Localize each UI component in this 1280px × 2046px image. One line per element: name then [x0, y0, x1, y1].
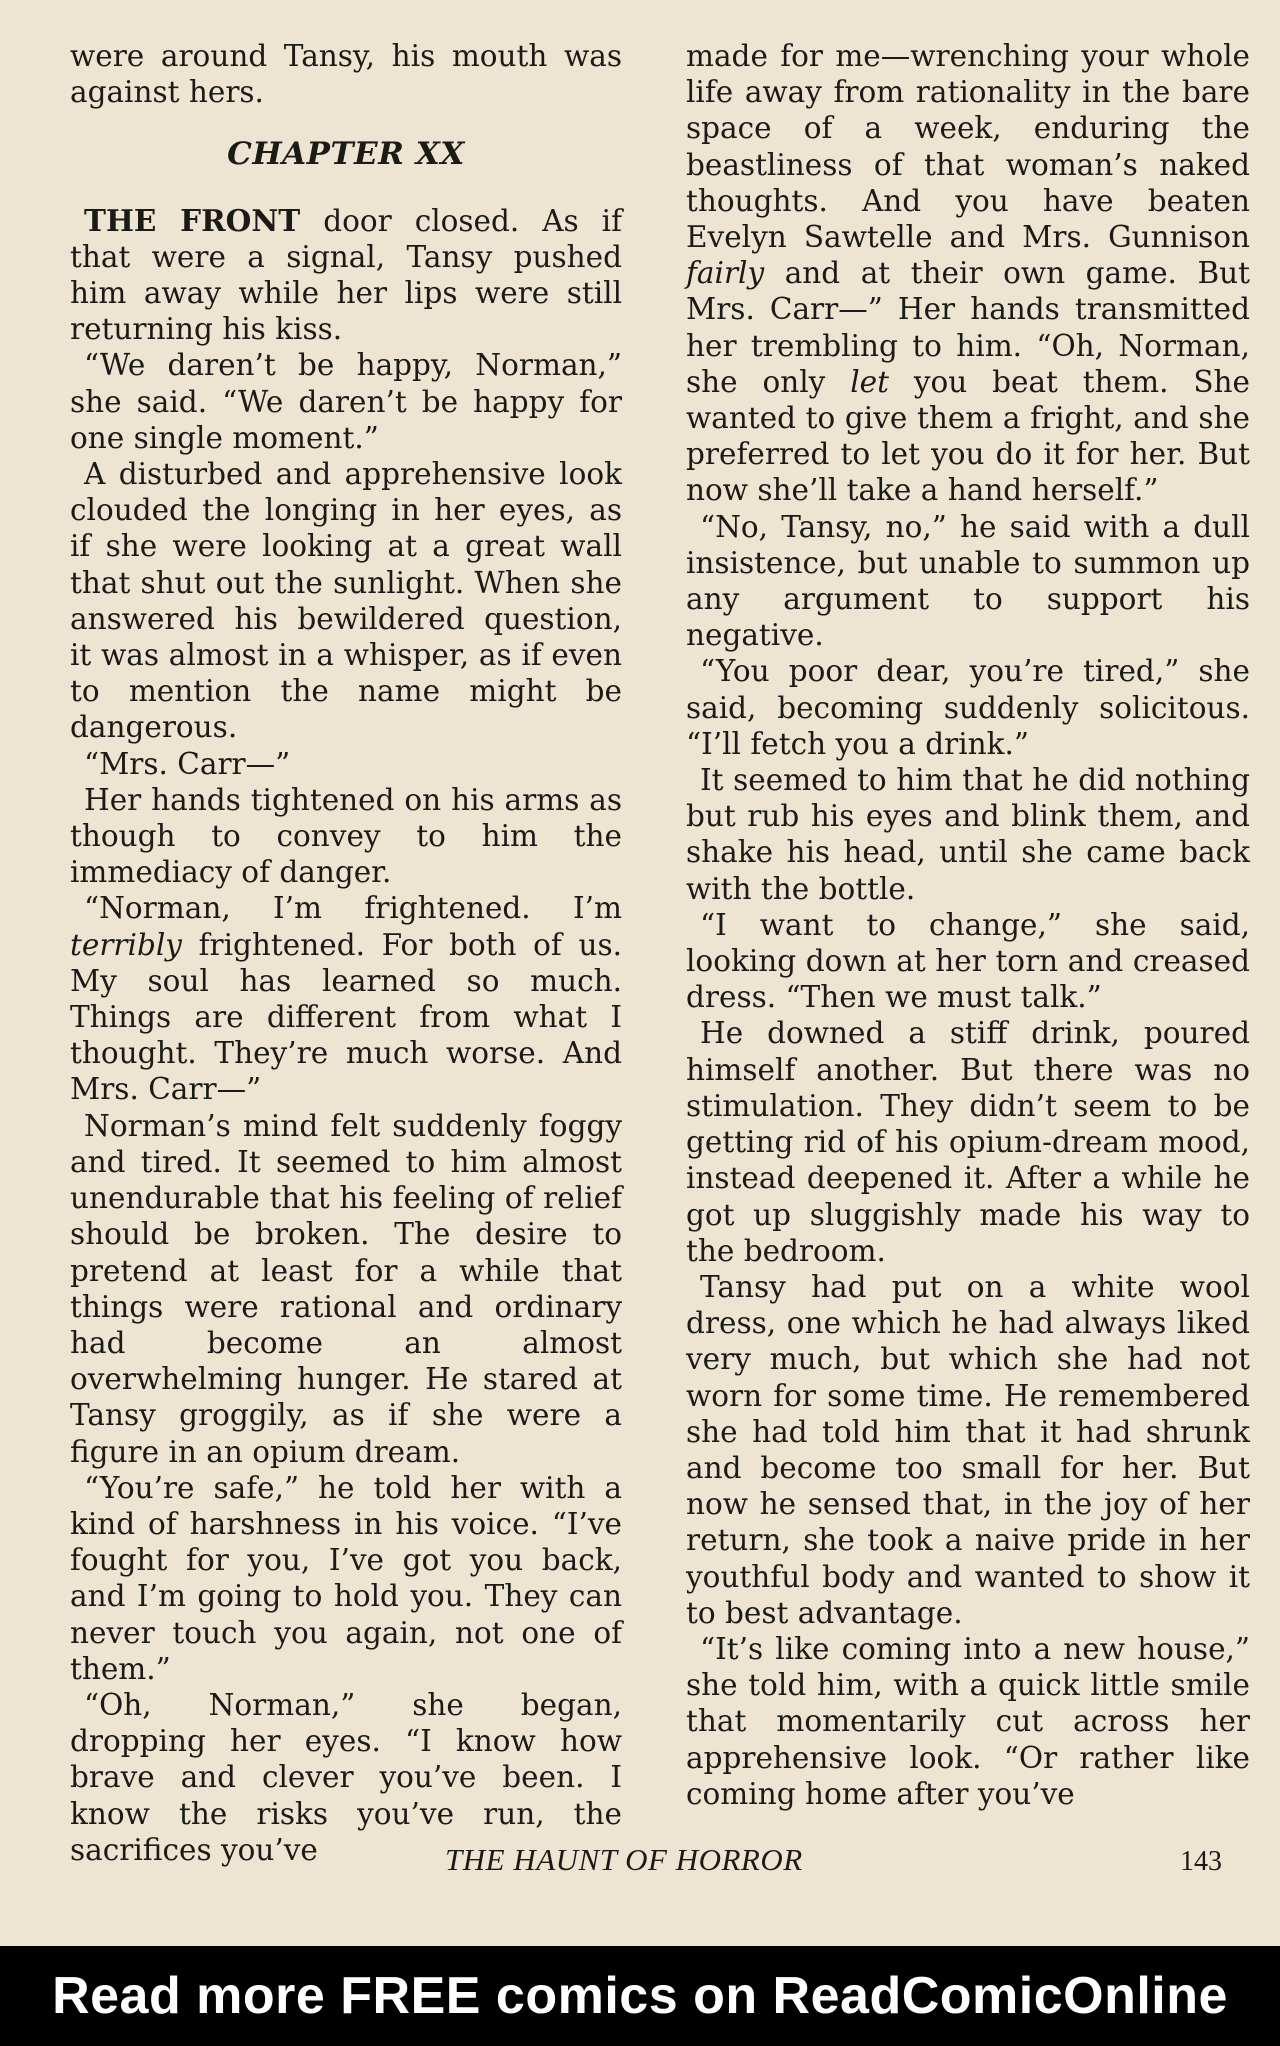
- emphasis-text: let: [850, 364, 889, 399]
- paragraph: [686, 38, 1250, 509]
- promo-banner-link[interactable]: Read more FREE comics on ReadComicOnline: [52, 1967, 1228, 2025]
- page-number: 143: [1180, 1846, 1222, 1877]
- paragraph: “Mrs. Carr—”: [84, 746, 291, 781]
- paragraph: “Oh, Norman,” she began, dropping her eyes. “I know how brave and clever you’ve been. I know the risks you’ve run, the sacrifices you’ve: [70, 1687, 622, 1867]
- paragraph-text: “Norman, I’m frightened. I’m: [84, 891, 622, 926]
- left-column: [70, 38, 622, 1868]
- paragraph: “We daren’t be happy, Norman,” she said. “We daren’t be happy for one single moment.”: [70, 348, 622, 455]
- paragraph-text: door closed. As if that were a signal, Tansy pushed him away while her lips were still returning his kiss.: [70, 203, 622, 347]
- paragraph-text: made for me—wrenching your whole life away from rationality in the bare space of a week, enduring the beastliness of that woman’s naked thoughts. And you have beaten Evelyn Sawtelle and Mrs. Gunnison: [686, 39, 1250, 255]
- paragraph: [70, 203, 622, 348]
- chapter-heading: CHAPTER XX: [227, 136, 465, 173]
- right-column: [686, 38, 1250, 1812]
- paragraph-text: frightened. For both of us. My soul has learned so much. Things are different from what I thought. They’re much worse. And Mrs. Carr—”: [70, 927, 622, 1107]
- paragraph: He downed a stiff drink, poured himself another. But there was no stimulation. They didn’t seem to be getting rid of his opium-dream mood, instead deepened it. After a while he got up sluggishly made his way to the bedroom.: [686, 1016, 1250, 1268]
- paragraph: “It’s like coming into a new house,” she told him, with a quick little smile that momentarily cut across her apprehensive look. “Or rather like coming home after you’ve: [686, 1631, 1250, 1811]
- paragraph: Tansy had put on a white wool dress, one which he had always liked very much, but which she had not worn for some time. He remembered she had told him that it had shrunk and become too small for her. But now he sensed that, in the joy of her return, she took a naive pride in her youthful body and wanted to show it to best advantage.: [686, 1269, 1250, 1630]
- promo-banner[interactable]: [0, 1946, 1280, 2046]
- paragraph: It seemed to him that he did nothing but rub his eyes and blink them, and shake his head, until she came back with the bottle.: [686, 763, 1250, 906]
- lead-in-text: THE FRONT: [84, 202, 301, 238]
- paragraph: Her hands tightened on his arms as though to convey to him the immediacy of danger.: [70, 782, 622, 890]
- emphasis-text: fairly: [686, 256, 765, 291]
- emphasis-text: terribly: [70, 927, 182, 962]
- paragraph-text: you beat them. She wanted to give them a fright, and she preferred to let you do it for her. But now she’ll take a hand herself.”: [686, 364, 1250, 508]
- paragraph: “You’re safe,” he told her with a kind of harshness in his voice. “I’ve fought for you, I’ve got you back, and I’m going to hold you. They can never touch you again, not one of them.”: [70, 1470, 622, 1686]
- magazine-title: THE HAUNT OF HORROR: [445, 1842, 803, 1877]
- paragraph-text: and at their own game. But Mrs. Carr—” Her hands transmitted her trembling to him. “Oh, Norman, she only: [686, 256, 1250, 399]
- paragraph: Norman’s mind felt suddenly foggy and tired. It seemed to him almost unendurable that his feeling of relief should be broken. The desire to pretend at least for a while that things were rational and ordinary had become an almost overwhelming hunger. He stared at Tansy groggily, as if she were a figure in an opium dream.: [70, 1108, 622, 1469]
- paragraph: A disturbed and apprehensive look clouded the longing in her eyes, as if she were looking at a great wall that shut out the sunlight. When she answered his bewildered question, it was almost in a whisper, as if even to mention the name might be dangerous.: [70, 457, 622, 745]
- paragraph: [70, 890, 622, 1107]
- opening-paragraph: were around Tansy, his mouth was against hers.: [70, 39, 622, 110]
- paragraph: “No, Tansy, no,” he said with a dull insistence, but unable to summon up any argument to support his negative.: [686, 509, 1250, 653]
- paragraph: “You poor dear, you’re tired,” she said, becoming suddenly solicitous. “I’ll fetch you a drink.”: [686, 654, 1250, 761]
- paragraph: “I want to change,” she said, looking down at her torn and creased dress. “Then we must talk.”: [686, 907, 1250, 1015]
